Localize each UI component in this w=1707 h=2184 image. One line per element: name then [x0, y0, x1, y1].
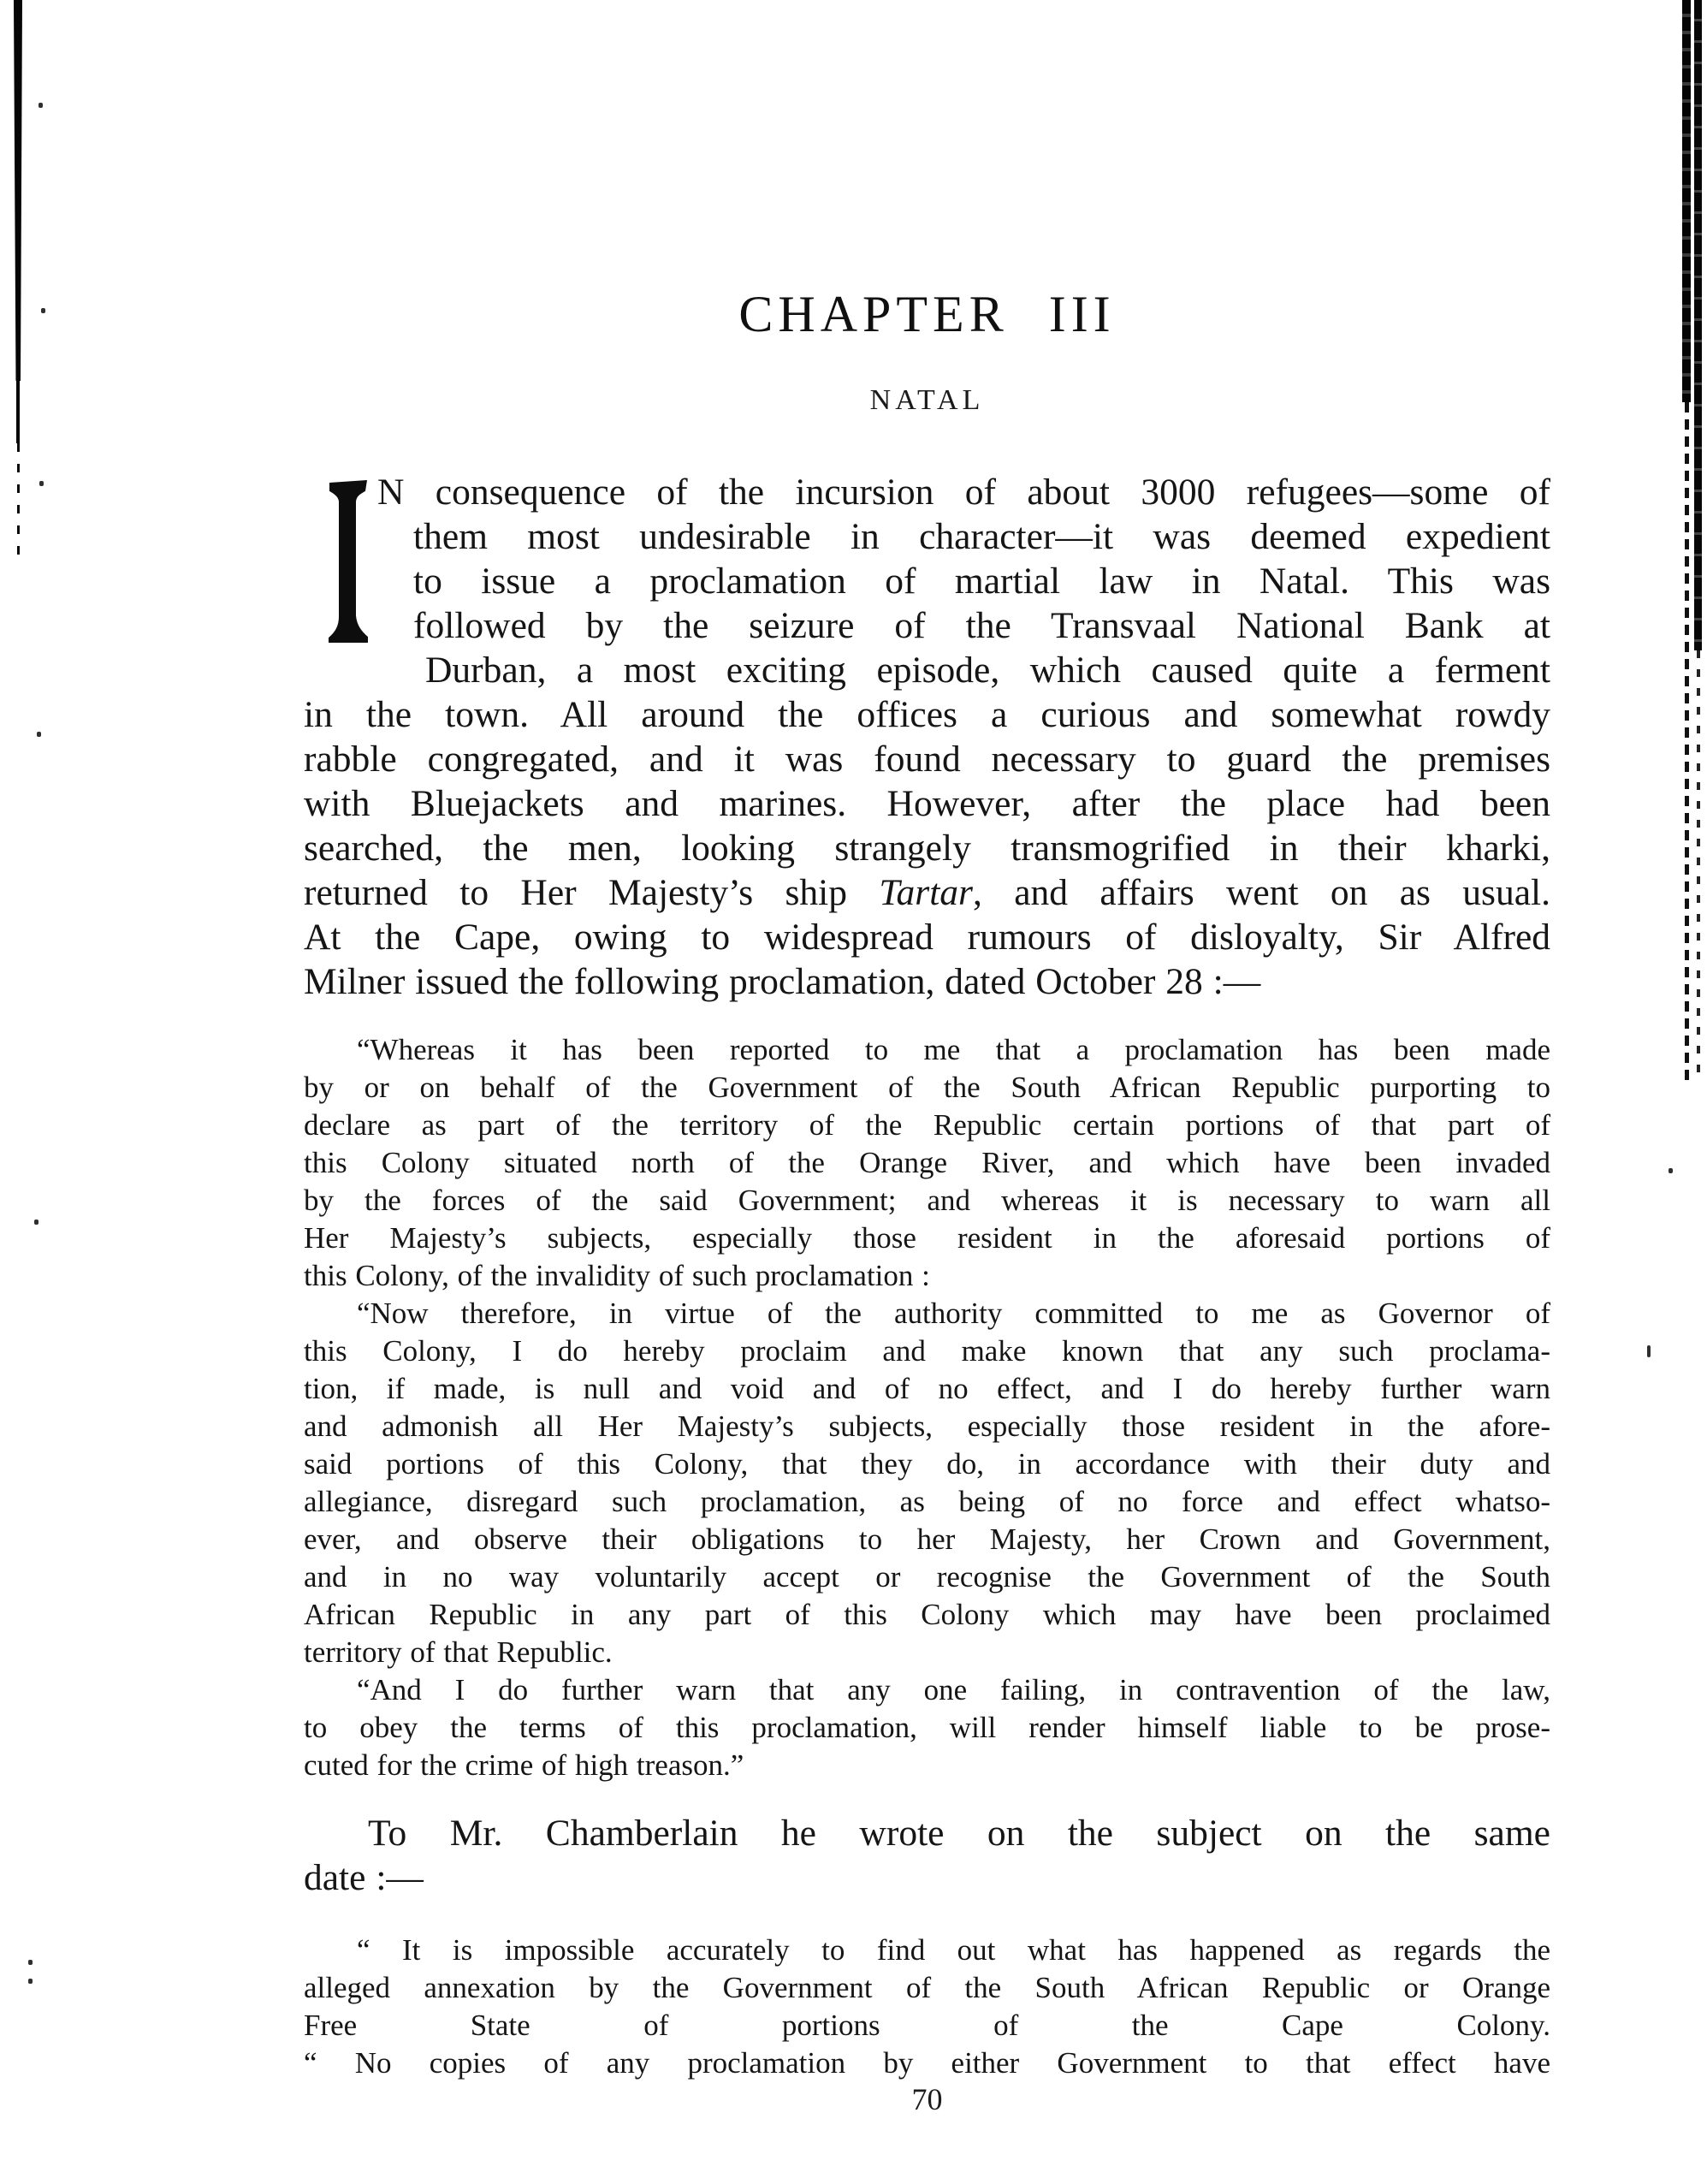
chapter-subtitle: NATAL [869, 384, 985, 416]
text-line: tion, if made, is null and void and of no effect, and I do hereby further warn [304, 1372, 1550, 1405]
text-line: At the Cape, owing to widespread rumours of disloyalty, Sir Alfred [304, 917, 1550, 958]
text-line: declare as part of the territory of the Republic certain portions of that part of [304, 1108, 1550, 1142]
dropcap-letter-I [329, 480, 368, 643]
scan-artifact-right-edge-strip [1682, 0, 1691, 402]
scan-speck [1668, 1168, 1673, 1173]
text-line: to issue a proclamation of martial law in Natal. This was [413, 561, 1550, 602]
text-line: followed by the seizure of the Transvaal National Bank at [413, 605, 1550, 646]
text-line: and in no way voluntarily accept or recognise the Government of the South [304, 1560, 1550, 1593]
text-line: date :— [304, 1857, 424, 1898]
text-line: To Mr. Chamberlain he wrote on the subject on the same [368, 1813, 1550, 1854]
letter-paragraph-1 [304, 1932, 1550, 2082]
text-line: African Republic in any part of this Colony which may have been proclaimed [304, 1598, 1550, 1631]
paragraph-opening [304, 470, 1550, 1004]
text-line: and admonish all Her Majesty’s subjects, especially those resident in the afore- [304, 1410, 1550, 1443]
scan-speck [39, 103, 43, 108]
text-line: said portions of this Colony, that they do, in accordance with their duty and [304, 1447, 1550, 1481]
chapter-title: CHAPTER III [738, 286, 1116, 342]
scan-speck [34, 1220, 39, 1225]
scan-speck [37, 732, 41, 737]
text-line: to obey the terms of this proclamation, will render himself liable to be prose- [304, 1711, 1550, 1744]
text-line: with Bluejackets and marines. However, after the place had been [304, 783, 1550, 824]
text-line: Free State of portions of the Cape Colony. [304, 2009, 1550, 2042]
letter-quote [304, 1932, 1550, 2082]
text-line: returned to Her Majesty’s ship Tartar, and affairs went on as usual. [304, 872, 1550, 913]
paragraph-chamberlain [304, 1811, 1550, 1900]
text-line: territory of that Republic. [304, 1635, 613, 1669]
text-line: ever, and observe their obligations to her Majesty, her Crown and Government, [304, 1522, 1550, 1556]
text-line: “And I do further warn that any one failing, in contravention of the law, [357, 1673, 1550, 1706]
scan-artifact-right-edge-strip [1697, 650, 1700, 1078]
page-number: 70 [911, 2082, 943, 2116]
proclamation-quote [304, 1031, 1550, 1784]
text-line: “ It is impossible accurately to find out what has happened as regards the [357, 1933, 1550, 1967]
text-line: Durban, a most exciting episode, which caused quite a ferment [425, 650, 1550, 691]
scan-speck [28, 1979, 33, 1984]
text-line: them most undesirable in character—it was deemed expedient [413, 516, 1550, 557]
scan-artifact-right-edge-strip [1685, 402, 1689, 1087]
scan-artifact-left-binding-line [16, 377, 20, 443]
text-line: alleged annexation by the Government of the South African Republic or Orange [304, 1971, 1550, 2004]
text-line: searched, the men, looking strangely transmogrified in their kharki, [304, 828, 1550, 869]
text-line: by the forces of the said Government; and whereas it is necessary to warn all [304, 1184, 1550, 1217]
scan-artifact-right-edge-strip [1694, 0, 1702, 650]
text-line: in the town. All around the offices a curious and somewhat rowdy [304, 694, 1550, 735]
text-line: “ No copies of any proclamation by either Government to that effect have [304, 2046, 1550, 2080]
text-line: N consequence of the incursion of about 3000 refugees—some of [377, 472, 1550, 513]
text-line: this Colony situated north of the Orange River, and which have been invaded [304, 1146, 1550, 1179]
scan-artifact-left-dashes [17, 443, 20, 556]
text-line: Milner issued the following proclamation, dated October 28 :— [304, 961, 1261, 1002]
text-line: Her Majesty’s subjects, especially those resident in the aforesaid portions of [304, 1221, 1550, 1255]
text-line: “Whereas it has been reported to me that a proclamation has been made [357, 1033, 1550, 1066]
proclamation-paragraph-1 [304, 1031, 1550, 1295]
scan-speck [39, 481, 44, 486]
text-line: cuted for the crime of high treason.” [304, 1748, 744, 1782]
text-line: rabble congregated, and it was found necessary to guard the premises [304, 739, 1550, 780]
text-line: this Colony, I do hereby proclaim and make known that any such proclama- [304, 1334, 1550, 1368]
text-line: “Now therefore, in virtue of the authority committed to me as Governor of [357, 1297, 1550, 1330]
scan-artifact-left-binding-bar [14, 0, 22, 381]
text-line: allegiance, disregard such proclamation, as being of no force and effect whatso- [304, 1485, 1550, 1518]
proclamation-paragraph-3 [304, 1671, 1550, 1784]
proclamation-paragraph-2 [304, 1295, 1550, 1671]
text-line: by or on behalf of the Government of the South African Republic purporting to [304, 1071, 1550, 1104]
scan-speck [1647, 1345, 1651, 1357]
scan-speck [28, 1960, 33, 1965]
scan-speck [41, 308, 45, 313]
text-line: this Colony, of the invalidity of such proclamation : [304, 1259, 930, 1292]
